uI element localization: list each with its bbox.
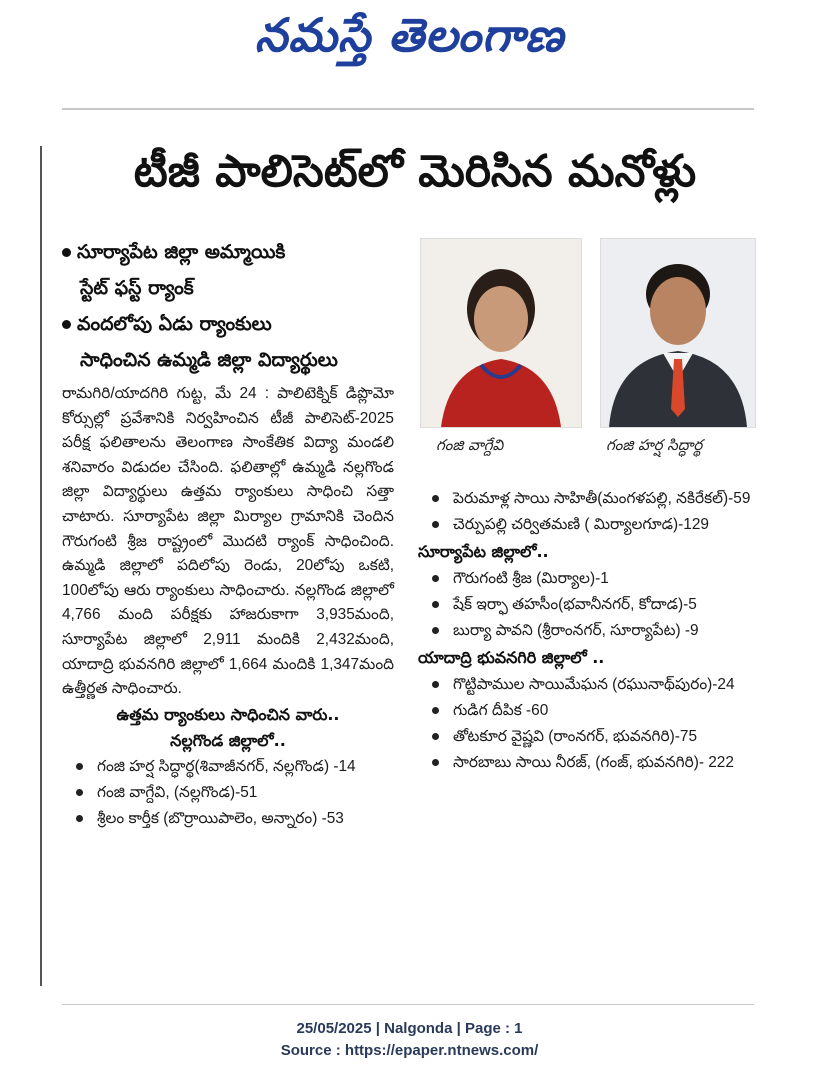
bullet-icon — [432, 627, 439, 634]
bullet-icon — [62, 248, 71, 257]
yadadri-heading: యాదాద్రి భువనగిరి జిల్లాలో .. — [418, 648, 605, 667]
newspaper-logo: నమస్తే తెలంగాణ — [254, 8, 565, 62]
bullet-icon — [432, 495, 439, 502]
article-body: రామగిరి/యాదగిరి గుట్ట, మే 24 : పాలిటెక్నిక్ డిప్లొమో కోర్సుల్లో ప్రవేశానికి నిర్వహించిన టీజీ పాలిసెట్-2025 పరీక్ష ఫలితాలను తెలంగాణ సాంకేతిక విద్యా మండలి శనివారం విడుదల చేసింది. ఫలితాల్లో ఉమ్మడి నల్లగొండ జిల్లా విద్యార్థులు ఉత్తమ ర్యాంకులు సాధించి సత్తా చాటారు. సూర్యాపేట జిల్లా మిర్యాల గ్రామానికి చెందిన గౌరుగంటి శ్రీజ రాష్ట్రంలో మొదటి ర్యాంక్ సాధించింది. ఉమ్మడి జిల్లాలో పదిలోపు రెండు, 20లోపు ఒకటి, 100లోపు ఆరు ర్యాంకులు సాధించారు. నల్లగొండ జిల్లాలో 4,766 మంది పరీక్షకు హాజరుకాగా 3,935మంది, సూర్యాపేట జిల్లాలో 2,911 మందికి 2,432మంది, యాదాద్రి భువనగిరి జిల్లాలో 1,664 మందికి 1,347మంది ఉత్తీర్ణత సాధించారు. — [62, 385, 394, 698]
ranker-list-continued — [418, 486, 763, 776]
masthead-divider — [62, 108, 754, 110]
bullet-icon — [432, 575, 439, 582]
list-item: గంజి వాగ్దేవి, (నల్లగొండ)-51 — [62, 780, 394, 806]
bullet-icon — [432, 759, 439, 766]
list-item: తోటకూర వైష్ణవి (రాంనగర్, భువనగిరి)-75 — [418, 724, 763, 750]
list-item: షేక్ ఇర్ఫా తహసీం(భవానీనగర్, కోదాడ)-5 — [418, 592, 763, 618]
footer-divider — [62, 1004, 754, 1005]
list-item: బుర్యా పావని (శ్రీరాంనగర్, సూర్యాపేట) -9 — [418, 618, 763, 644]
highlight-item: సాధించిన ఉమ్మడి జిల్లా విద్యార్థులు — [80, 349, 338, 371]
list-item: గౌరుగంటి శ్రీజ (మిర్యాల)-1 — [418, 566, 763, 592]
list-item: శ్రీలం కార్తీక (బొర్రాయిపాలెం, అన్నారం) -53 — [62, 806, 394, 832]
student-photo-harsha — [600, 238, 756, 428]
bullet-icon — [76, 815, 83, 822]
student-photo-vagdevi — [420, 238, 582, 428]
rankers-heading: ఉత్తమ ర్యాంకులు సాధించిన వారు.. — [116, 704, 340, 724]
page-footer — [0, 1018, 819, 1062]
bullet-icon — [432, 521, 439, 528]
article-headline: టీజీ పాలిసెట్‌లో మెరిసిన మనోళ్లు — [133, 146, 697, 197]
list-item: గంజి హర్ష సిద్ధార్థ(శివాజీనగర్, నల్లగొండ) -14 — [62, 754, 394, 780]
photo-caption-vagdevi: గంజి వాగ్దేవి — [436, 436, 504, 454]
list-item: గుడిగ దీపిక -60 — [418, 698, 763, 724]
bullet-icon — [76, 789, 83, 796]
list-item: పెరుమాళ్ల సాయి సాహితీ(మంగళపల్లి, నకిరేకల్)-59 — [418, 486, 763, 512]
highlight-item: వందలోపు ఏడు ర్యాంకులు — [62, 306, 394, 342]
suryapet-heading: సూర్యాపేట జిల్లాలో.. — [418, 542, 549, 561]
masthead — [0, 0, 819, 80]
highlight-item: సూర్యాపేట జిల్లా అమ్మాయికి — [62, 234, 394, 270]
bullet-icon — [432, 707, 439, 714]
article-left-column — [62, 234, 394, 832]
list-item: చెర్పుపల్లి చర్వితమణి ( మిర్యాలగూడ)-129 — [418, 512, 763, 538]
source-link[interactable]: Source : https://epaper.ntnews.com/ — [280, 1042, 539, 1059]
nalgonda-heading: నల్లగొండ జిల్లాలో.. — [170, 730, 286, 750]
edition-info: 25/05/2025 | Nalgonda | Page : 1 — [296, 1020, 523, 1037]
photo-caption-harsha: గంజి హర్ష సిద్ధార్థ — [606, 436, 703, 454]
bullet-icon — [432, 733, 439, 740]
photo-block — [418, 232, 763, 482]
list-item: గొట్టిపాముల సాయిమేఘన (రఘునాథ్‌పురం)-24 — [418, 672, 763, 698]
highlight-item: స్టేట్ ఫస్ట్ ర్యాంక్ — [80, 277, 194, 299]
bullet-icon — [62, 320, 71, 329]
article-right-column — [418, 232, 763, 776]
bullet-icon — [432, 601, 439, 608]
bullet-icon — [76, 763, 83, 770]
bullet-icon — [432, 681, 439, 688]
list-item: సారబాబు సాయి నీరజ్, (గంజ్, భువనగిరి)- 222 — [418, 750, 763, 776]
article-left-rule — [40, 146, 42, 986]
